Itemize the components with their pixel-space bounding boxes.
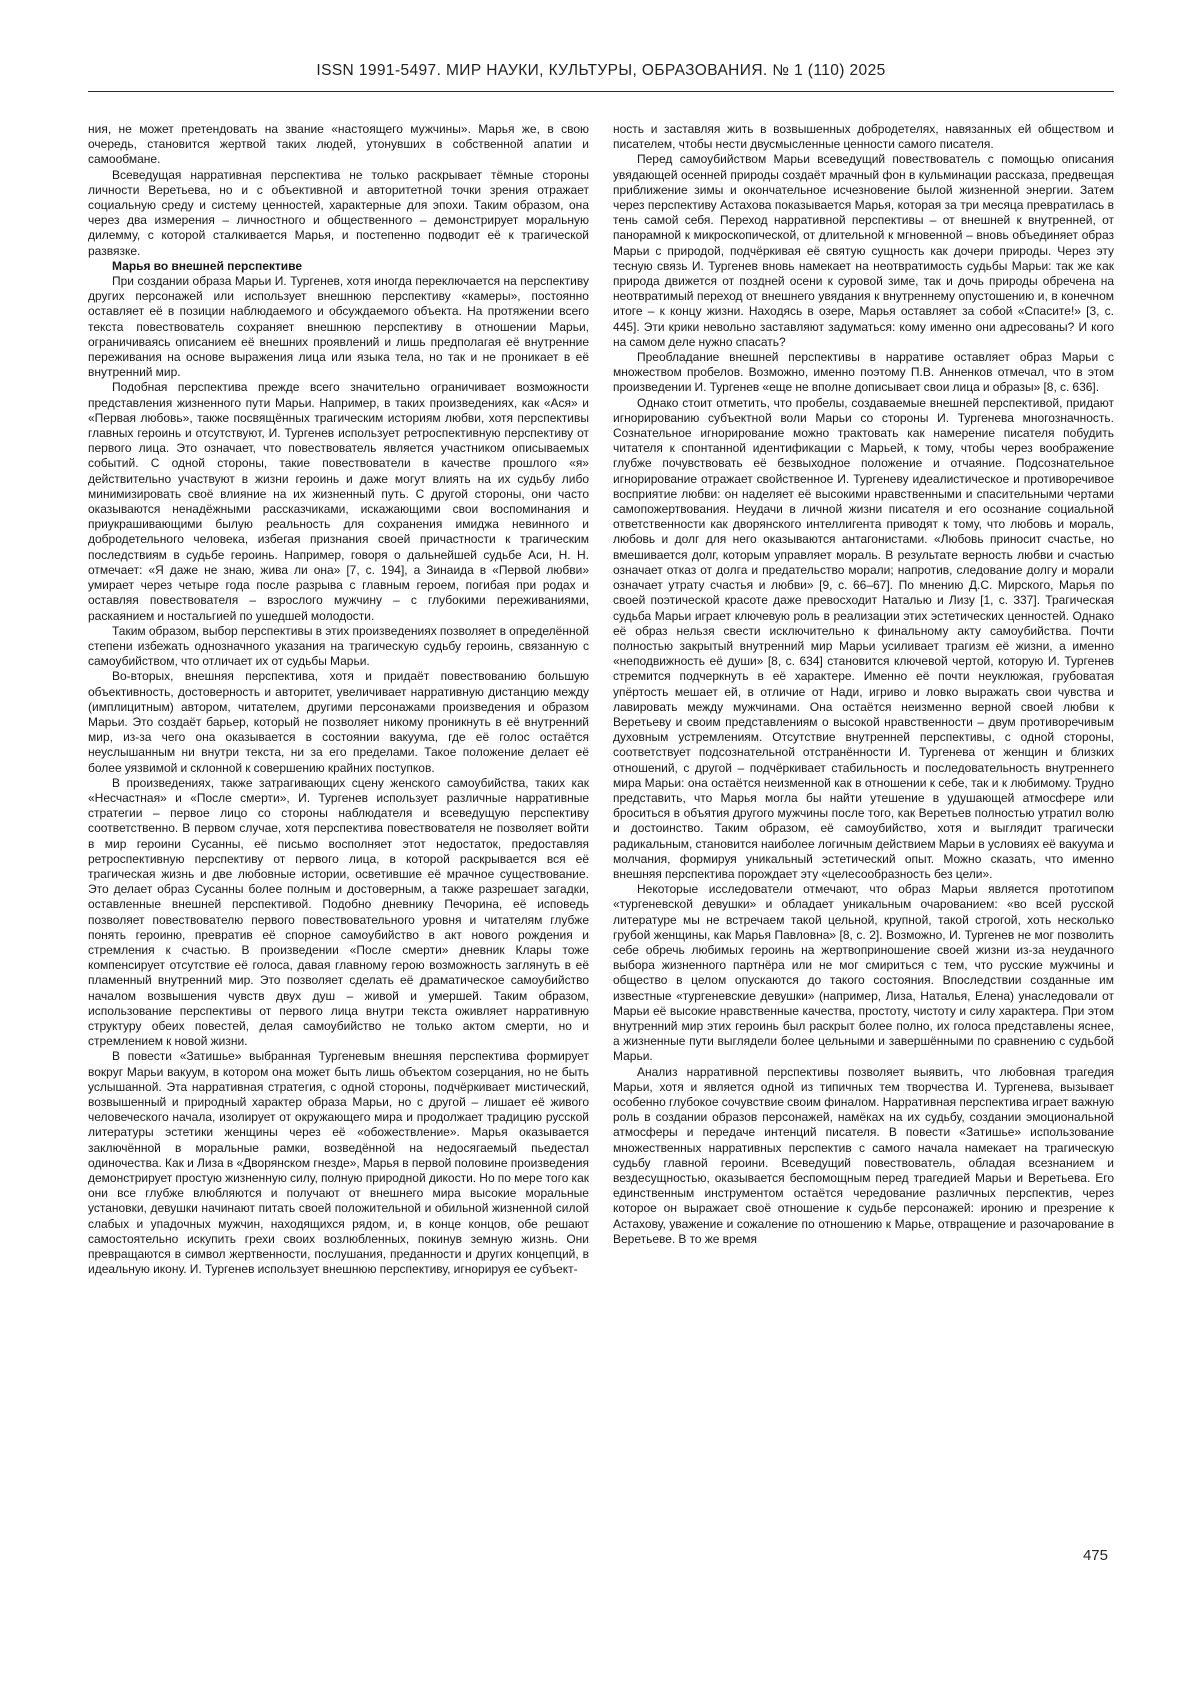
paragraph: Некоторые исследователи отмечают, что образ Марьи является прототипом «тургеневской девушки» и обладает уникальным очарованием: «во всей русской литературе мы не встречаем такой цельной, крупной, такой строгой, хоть несколько грубой женщины, как Марья Павловна» [8, с. 2]. Возможно, И. Тургенев не мог позволить себе обречь любимых героинь на жертвоприношение своей жизни из-за неудачного выбора жизненного партнёра или не мог смириться с тем, что русские мужчины и общество в целом опускаются до такого состояния. Впоследствии созданные им известные «тургеневские девушки» (например, Лиза, Наталья, Елена) унаследовали от Марьи её высокие нравственные качества, простоту, чистоту и силу характера. При этом внутренний мир этих героинь был раскрыт более полно, их голоса представлены яснее, а жизненные пути выглядели более цельными и завершёнными по сравнению с судьбой Марьи. (613, 882, 1114, 1064)
paragraph: При создании образа Марьи И. Тургенев, хотя иногда переключается на перспективу других персонажей или использует внешнюю перспективу «камеры», постоянно оставляет её в позиции наблюдаемого и обсуждаемого объекта. На протяжении всего текста повествователь сохраняет внешнюю перспективу в отношении Марьи, ограничиваясь описанием её внешних проявлений и лишь предполагая её внутренние переживания на основе выражения лица или языка тела, но так и не проникает в её внутренний мир. (88, 274, 589, 380)
paragraph: В повести «Затишье» выбранная Тургеневым внешняя перспектива формирует вокруг Марьи вакуум, в котором она может быть лишь объектом созерцания, но не быть услышанной. Эта нарративная стратегия, с одной стороны, подчёркивает мистический, возвышенный и природный характер образа Марьи, но с другой – лишает её живого человеческого начала, изолирует от окружающего мира и продолжает традицию русской литературы эстетики женщины через её «обожествление». Марья оказывается заключённой в моральные рамки, возведённой на недосягаемый пьедестал одиночества. Как и Лиза в «Дворянском гнезде», Марья в первой половине произведения демонстрирует простую жизненную силу, полную природной дикости. Но по мере того как они все глубже влюбляются и получают от внешнего мира высокие моральные установки, девушки начинают питать своей положительной и обильной жизненной силой слабых и упадочных мужчин, находящихся рядом, и, в конце концов, обе решают самостоятельно искупить грехи своих возлюбленных, покинув земную жизнь. Они превращаются в символ жертвенности, послушания, преданности и других концепций, в идеальную икону. И. Тургенев использует внешнюю перспективу, игнорируя ее субъект- (88, 1049, 589, 1277)
paragraph: Однако стоит отметить, что пробелы, создаваемые внешней перспективой, придают игнорированию субъектной воли Марьи со стороны И. Тургенева многозначность. Сознательное игнорирование можно трактовать как намерение писателя побудить читателя к спонтанной идентификации с Марьей, к тому, чтобы через воображение глубже почувствовать её безвыходное положение и отчаяние. Подсознательное игнорирование отражает свойственное И. Тургеневу идеалистическое и противоречивое восприятие любви: он наделяет её высокими нравственными и спасительными чертами самопожертвования. Неудачи в личной жизни писателя и его осознание социальной ответственности как дворянского интеллигента приводят к тому, что любовь и мораль, любовь и долг для него оказываются антагонистами. «Любовь приносит счастье, но вмешивается долг, которым управляет мораль. В результате верность любви и счастью означает отказ от долга и предательство морали; напротив, следование долгу и морали означает утрату счастья и любви» [9, с. 66–67]. По мнению Д.С. Мирского, Марья по своей поэтической красоте даже превосходит Наталью и Лизу [1, с. 337]. Трагическая судьба Марьи играет ключевую роль в реализации этих эстетических ценностей. Однако её образ нельзя свести исключительно к финальному акту самоубийства. Почти полностью закрытый внутренний мир Марьи усиливает трагизм её жизни, а именно «неподвижность её души» [8, с. 634] становится ключевой чертой, которую И. Тургенев стремится подчеркнуть в её характере. Именно её почти неуклюжая, грубоватая упёртость мешает ей, в отличие от Нади, игриво и ловко выражать свои чувства и лавировать между мужчинами. Она остаётся неизменно верной своей любви к Веретьеву и своим представлениям о высокой нравственности – двум противоречивым духовным устремлениям. Отсутствие внутренней перспективы, с одной стороны, соответствует подсознательной отстранённости И. Тургенева от женщин и близких отношений, с другой – подчёркивает стабильность и последовательность внутреннего мира Марьи: она остаётся неизменной как в отношении к себе, так и к любимому. Трудно представить, что Марья могла бы найти утешение в удушающей атмосфере или броситься в объятия другого мужчины после того, как Веретьев полностью утратил волю и достоинство. Таким образом, её самоубийство, хотя и выглядит трагически радикальным, становится наиболее логичным действием Марьи в условиях её вакуума и молчания, формируя уникальный эстетический опыт. Можно сказать, что именно внешняя перспектива порождает эту «целесообразность без цели». (613, 395, 1114, 881)
paragraph: Во-вторых, внешняя перспектива, хотя и придаёт повествованию большую объективность, достоверность и авторитет, увеличивает нарративную дистанцию между (имплицитным) автором, читателем, другими персонажами произведения и образом Марьи. Это создаёт барьер, который не позволяет никому проникнуть в её внутренний мир, из-за чего она оказывается в состоянии вакуума, где её голос остаётся неуслышанным ни внутри текста, ни за его пределами. Такое положение делает её более уязвимой и склонной к совершению крайних поступков. (88, 669, 589, 775)
paragraph: ния, не может претендовать на звание «настоящего мужчины». Марья же, в свою очередь, становится жертвой таких людей, утонувших в собственной апатии и самообмане. (88, 122, 589, 167)
right-column (613, 122, 1114, 1277)
section-heading: Марья во внешней перспективе (112, 258, 303, 273)
paragraph: Таким образом, выбор перспективы в этих произведениях позволяет в определённой степени избежать однозначного указания на трагическую судьбу героинь, связанную с самоубийством, что отличает их от судьбы Марьи. (88, 623, 589, 669)
page-number: 475 (1082, 1547, 1108, 1564)
journal-header-line: ISSN 1991-5497. МИР НАУКИ, КУЛЬТУРЫ, ОБРАЗОВАНИЯ. № 1 (110) 2025 (316, 62, 886, 79)
running-head (88, 62, 1114, 92)
article-body (88, 122, 1114, 1277)
paragraph: В произведениях, также затрагивающих сцену женского самоубийства, таких как «Несчастная» и «После смерти», И. Тургенев использует различные нарративные стратегии – первое лицо со стороны наблюдателя и всеведущую перспективу соответственно. В первом случае, хотя перспектива повествователя не позволяет войти в мир героини Сусанны, её письмо восполняет этот недостаток, предоставляя ретроспективную перспективу от первого лица, в которой раскрывается вся её трагическая жизнь и две любовные истории, осветившие её мрачное существование. Это делает образ Сусанны более полным и достоверным, а также разрешает загадки, оставленные внешней перспективой. Подобно дневнику Печорина, её исповедь позволяет повествователю первого повествовательного уровня и читателям глубже понять героиню, превратив её спорное самоубийство в акт нового рождения и стремления к счастью. В произведении «После смерти» дневник Клары тоже компенсирует отсутствие её голоса, давая главному герою возможность заглянуть в её пламенный внутренний мир. Это позволяет сделать её драматическое самоубийство началом возвышения чувств двух душ – живой и умершей. Таким образом, использование перспективы от первого лица внутри текста оживляет нарративную структуру обеих повестей, делая самоубийство не только актом смерти, но и стремлением к новой жизни. (88, 775, 589, 1049)
paragraph: Преобладание внешней перспективы в нарративе оставляет образ Марьи с множеством пробелов. Возможно, именно поэтому П.В. Анненков отмечал, что в этом произведении И. Тургенев «еще не вполне дописывает свои лица и образы» [8, с. 636]. (613, 350, 1114, 395)
left-column (88, 122, 589, 1277)
paragraph: ность и заставляя жить в возвышенных добродетелях, навязанных ей обществом и писателем, чтобы нести двусмысленные ценности самого писателя. (613, 122, 1114, 152)
paragraph: Перед самоубийством Марьи всеведущий повествователь с помощью описания увядающей осенней природы создаёт мрачный фон в кульминации рассказа, предвещая приближение зимы и окончательное исчезновение былой жизненной энергии. Затем через перспективу Астахова показывается Марья, которая за три месяца превратилась в тень самой себя. Переход нарративной перспективы – от внешней к внутренней, от панорамной к микроскопической, от длительной к мгновенной – вновь объединяет образ Марьи с природой, подчёркивая её святую сущность как дочери природы. Через эту тесную связь И. Тургенев вновь намекает на неотвратимость судьбы Марьи: так же как природа движется от поздней осени к суровой зиме, так и дочь природы обречена на неотвратимый переход от внешнего увядания к внутреннему опустошению и, в конечном итоге – к концу жизни. Находясь в озере, Марья оставляет за собой «Спасите!» [3, с. 445]. Эти крики невольно заставляют задуматься: кому именно они адресованы? И кого на самом деле нужно спасать? (613, 152, 1114, 349)
paragraph: Анализ нарративной перспективы позволяет выявить, что любовная трагедия Марьи, хотя и является одной из типичных тем творчества И. Тургенева, вызывает особенно глубокое сочувствие своим финалом. Нарративная перспектива играет важную роль в создании образов персонажей, намёках на их судьбу, создании эмоциональной атмосферы и передаче интенций писателя. В повести «Затишье» использование множественных нарративных перспектив с самого начала намекает на трагическую судьбу главной героини. Всеведущий повествователь, обладая всезнанием и вездесущностью, оказывается беспомощным перед трагедией Марьи и Веретьева. Его единственным инструментом остаётся чередование различных перспектив, через которое он выражает своё отношение к судьбе персонажей: иронию и презрение к Астахову, уважение и сожаление по отношению к Марье, отвращение и разочарование в Веретьеве. В то же время (613, 1064, 1114, 1246)
paragraph: Всеведущая нарративная перспектива не только раскрывает тёмные стороны личности Веретьева, но и с объективной и авторитетной точки зрения отражает социальную среду и систему ценностей, характерные для эпохи. Таким образом, она через два измерения – личностного и общественного – демонстрирует моральную дилемму, с которой сталкивается Марья, и постепенно подводит её к трагической развязке. (88, 167, 589, 258)
paragraph: Подобная перспектива прежде всего значительно ограничивает возможности представления жизненного пути Марьи. Например, в таких произведениях, как «Ася» и «Первая любовь», также посвящённых трагическим историям любви, хотя перспективы главных героинь и отсутствуют, И. Тургенев использует ретроспективную перспективу от первого лица. Это означает, что повествователь является участником описываемых событий. С одной стороны, такие повествователи в качестве прошлого «я» действительно участвуют в жизни героинь и даже могут влиять на их судьбу либо минимизировать своё влияние на их жизненный путь. С другой стороны, они часто оказываются ненадёжными рассказчиками, искажающими свои воспоминания и приукрашивающими былую реальность для сохранения имиджа невинного и добродетельного человека, избегая признания своей причастности к трагическим последствиям в судьбе героинь. Например, говоря о дальнейшей судьбе Аси, Н. Н. отмечает: «Я даже не знаю, жива ли она» [7, с. 194], а Зинаида в «Первой любви» умирает через четыре года после разрыва с главным героем, погибая при родах и оставляя повествователя – взрослого мужчину – с глубокими переживаниями, раскаянием и ностальгией по ушедшей молодости. (88, 380, 589, 623)
